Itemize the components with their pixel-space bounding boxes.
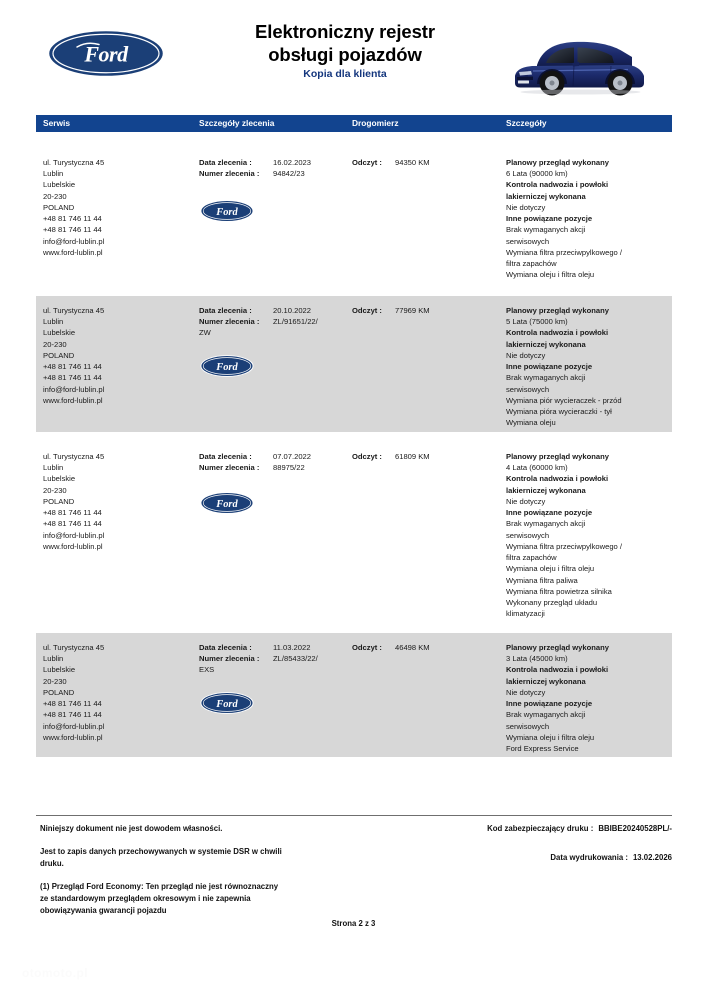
- detail-line: 4 Lata (60000 km): [506, 463, 568, 473]
- page-subtitle: Kopia dla klienta: [303, 68, 387, 80]
- order-number-label: Numer zlecenia :: [199, 317, 260, 327]
- order-number-label: Numer zlecenia :: [199, 169, 260, 179]
- footer-print-info: [382, 823, 672, 864]
- service-phone-2: +48 81 746 11 44: [43, 373, 102, 383]
- detail-line: Kontrola nadwozia i powłoki: [506, 180, 609, 190]
- order-date-field: [199, 642, 349, 653]
- order-cell: [199, 451, 349, 473]
- footer-note-economy-line2: ze standardowym przeglądem okresowym i nie zapewnia: [40, 894, 251, 904]
- order-cell: [199, 642, 349, 676]
- footer-disclaimer-ownership: Niniejszy dokument nie jest dowodem własności.: [40, 824, 223, 833]
- detail-line: Wymiana filtra przeciwpylkowego /: [506, 247, 622, 257]
- print-date-value: 13.02.2026: [632, 853, 672, 863]
- service-cell: [43, 157, 193, 258]
- service-region: Lubelskie: [43, 665, 76, 675]
- order-date-label: Data zlecenia :: [199, 306, 252, 315]
- order-date-value: 16.02.2023: [273, 158, 312, 167]
- svg-text:Ford: Ford: [84, 41, 128, 67]
- service-country: POLAND: [43, 202, 75, 212]
- order-date-field: [199, 305, 349, 316]
- service-email: info@ford-lublin.pl: [43, 721, 105, 731]
- detail-line: Kontrola nadwozia i powłoki: [506, 665, 609, 675]
- service-street: ul. Turystyczna 45: [43, 452, 105, 461]
- service-phone-1: +48 81 746 11 44: [43, 362, 102, 372]
- service-cell: [43, 642, 193, 743]
- detail-line: Brak wymaganych akcji: [506, 519, 586, 529]
- ford-oval-logo-icon: [199, 199, 255, 223]
- footer-note-economy-line1: (1) Przegląd Ford Economy: Ten przegląd nie jest równoznaczny: [40, 882, 279, 892]
- service-postcode: 20-230: [43, 485, 67, 495]
- service-email: info@ford-lublin.pl: [43, 236, 105, 246]
- table-header-row: [36, 115, 672, 132]
- service-website: www.ford-lublin.pl: [43, 395, 103, 405]
- detail-line: Wymiana pióra wycieraczki - tył: [506, 407, 612, 417]
- order-number-label: Numer zlecenia :: [199, 654, 260, 664]
- detail-line: Nie dotyczy: [506, 496, 546, 506]
- service-phone-1: +48 81 746 11 44: [43, 214, 102, 224]
- svg-text:Ford: Ford: [216, 498, 238, 510]
- detail-line: 5 Lata (75000 km): [506, 317, 568, 327]
- odometer-value: 61809 KM: [395, 452, 430, 461]
- detail-line: Nie dotyczy: [506, 350, 546, 360]
- order-number-value: 88975/22: [273, 463, 305, 473]
- detail-line: Inne powiązane pozycje: [506, 362, 593, 372]
- odometer-cell: [352, 451, 502, 462]
- service-street: ul. Turystyczna 45: [43, 158, 105, 167]
- page-title-line2: obsługi pojazdów: [268, 43, 422, 65]
- order-date-field: [199, 451, 349, 462]
- odometer-reading-field: [352, 451, 502, 462]
- ford-oval-logo-icon: [199, 491, 255, 515]
- odometer-cell: [352, 157, 502, 168]
- service-region: Lubelskie: [43, 180, 76, 190]
- watermark: otomoto.pl: [22, 966, 88, 980]
- order-number-value: ZL/85433/22/: [273, 654, 318, 664]
- odometer-label: Odczyt :: [352, 158, 382, 167]
- service-phone-1: +48 81 746 11 44: [43, 699, 102, 709]
- detail-line: Planowy przegląd wykonany: [506, 306, 609, 315]
- detail-line: Nie dotyczy: [506, 687, 546, 697]
- page-number: Strona 2 z 3: [331, 919, 376, 928]
- detail-line: Wymiana filtra przeciwpylkowego /: [506, 541, 622, 551]
- detail-line: Brak wymaganych akcji: [506, 373, 586, 383]
- service-postcode: 20-230: [43, 339, 67, 349]
- detail-line: Inne powiązane pozycje: [506, 214, 593, 224]
- svg-text:Ford: Ford: [216, 206, 238, 218]
- detail-line: Nie dotyczy: [506, 202, 546, 212]
- detail-line: Wykonany przegląd układu: [506, 598, 598, 608]
- ford-oval-logo-icon: [199, 691, 255, 715]
- detail-line: Planowy przegląd wykonany: [506, 643, 609, 652]
- footer-disclaimer-dsr-line2: druku.: [40, 859, 64, 869]
- footer-disclaimer-dsr: [40, 846, 380, 870]
- print-date-label: Data wydrukowania :: [550, 853, 628, 863]
- order-number-value-wrap: ZW: [199, 328, 211, 338]
- details-cell: [506, 642, 666, 754]
- odometer-label: Odczyt :: [352, 452, 382, 461]
- footer-note-economy: [40, 881, 380, 917]
- service-city: Lublin: [43, 463, 64, 473]
- detail-line: lakierniczej wykonana: [506, 676, 586, 686]
- detail-line: Wymiana piór wycieraczek - przód: [506, 395, 622, 405]
- order-number-value-wrap: EXS: [199, 665, 215, 675]
- details-cell: [506, 157, 666, 281]
- detail-line: Planowy przegląd wykonany: [506, 158, 609, 167]
- service-region: Lubelskie: [43, 328, 76, 338]
- service-website: www.ford-lublin.pl: [43, 732, 103, 742]
- detail-line: filtra zapachów: [506, 553, 557, 563]
- detail-line: lakierniczej wykonana: [506, 485, 586, 495]
- ford-oval-logo-icon: [199, 354, 255, 378]
- order-number-field: [199, 168, 349, 179]
- detail-line: Inne powiązane pozycje: [506, 508, 593, 518]
- footer-divider: [36, 815, 672, 816]
- detail-line: Wymiana oleju i filtra oleju: [506, 564, 595, 574]
- security-code-label: Kod zabezpieczający druku :: [487, 824, 594, 833]
- print-date-row: [382, 852, 672, 864]
- service-phone-2: +48 81 746 11 44: [43, 225, 102, 235]
- order-number-label: Numer zlecenia :: [199, 463, 260, 473]
- table-row: [36, 296, 672, 432]
- odometer-label: Odczyt :: [352, 643, 382, 652]
- detail-line: Kontrola nadwozia i powłoki: [506, 474, 609, 484]
- service-city: Lublin: [43, 169, 64, 179]
- odometer-cell: [352, 305, 502, 316]
- service-website: www.ford-lublin.pl: [43, 541, 103, 551]
- detail-line: filtra zapachów: [506, 259, 557, 269]
- footer-notes: [40, 823, 380, 917]
- service-city: Lublin: [43, 317, 64, 327]
- detail-line: klimatyzacji: [506, 609, 545, 619]
- service-street: ul. Turystyczna 45: [43, 643, 105, 652]
- security-code-value: BBIBE20240528PL/-: [598, 824, 672, 833]
- order-date-value: 20.10.2022: [273, 306, 312, 315]
- detail-line: Wymiana oleju i filtra oleju: [506, 270, 595, 280]
- odometer-value: 46498 KM: [395, 643, 430, 652]
- order-number-field: [199, 653, 349, 664]
- detail-line: Kontrola nadwozia i powłoki: [506, 328, 609, 338]
- detail-line: Wymiana oleju i filtra oleju: [506, 732, 595, 742]
- odometer-label: Odczyt :: [352, 306, 382, 315]
- service-cell: [43, 305, 193, 406]
- svg-text:Ford: Ford: [216, 361, 238, 373]
- detail-line: lakierniczej wykonana: [506, 191, 586, 201]
- service-website: www.ford-lublin.pl: [43, 247, 103, 257]
- service-postcode: 20-230: [43, 191, 67, 201]
- order-date-field: [199, 157, 349, 168]
- table-row: [36, 633, 672, 757]
- column-header-szczegoly: Szczegóły: [506, 118, 547, 128]
- service-email: info@ford-lublin.pl: [43, 530, 105, 540]
- order-number-value: 94842/23: [273, 169, 305, 179]
- odometer-value: 77969 KM: [395, 306, 430, 315]
- footer-disclaimer-dsr-line1: Jest to zapis danych przechowywanych w systemie DSR w chwili: [40, 847, 282, 857]
- details-cell: [506, 305, 666, 429]
- service-city: Lublin: [43, 654, 64, 664]
- service-street: ul. Turystyczna 45: [43, 306, 105, 315]
- detail-line: Brak wymaganych akcji: [506, 710, 586, 720]
- order-cell: [199, 305, 349, 339]
- page-title-line1: Elektroniczny rejestr: [255, 21, 435, 42]
- detail-line: serwisowych: [506, 530, 550, 540]
- security-code-row: [382, 823, 672, 835]
- column-header-szczegoly-zlecenia: Szczegóły zlecenia: [199, 118, 275, 128]
- odometer-reading-field: [352, 157, 502, 168]
- service-country: POLAND: [43, 496, 75, 506]
- table-row: [36, 442, 672, 623]
- order-number-field: [199, 316, 349, 327]
- detail-line: Planowy przegląd wykonany: [506, 452, 609, 461]
- order-date-value: 11.03.2022: [273, 643, 311, 652]
- odometer-reading-field: [352, 642, 502, 653]
- service-postcode: 20-230: [43, 676, 67, 686]
- service-country: POLAND: [43, 687, 75, 697]
- order-date-label: Data zlecenia :: [199, 452, 252, 461]
- order-cell: [199, 157, 349, 179]
- footer-note-economy-line3: obowiązywania gwarancji pojazdu: [40, 906, 167, 916]
- detail-line: 3 Lata (45000 km): [506, 654, 568, 664]
- detail-line: lakierniczej wykonana: [506, 339, 586, 349]
- order-number-value: ZL/91651/22/: [273, 317, 318, 327]
- detail-line: Ford Express Service: [506, 744, 579, 754]
- service-phone-1: +48 81 746 11 44: [43, 508, 102, 518]
- detail-line: serwisowych: [506, 384, 550, 394]
- detail-line: 6 Lata (90000 km): [506, 169, 568, 179]
- table-row: [36, 148, 672, 286]
- order-date-label: Data zlecenia :: [199, 643, 252, 652]
- ford-oval-logo-icon: [47, 27, 165, 80]
- detail-line: Wymiana filtra powietrza silnika: [506, 586, 612, 596]
- service-email: info@ford-lublin.pl: [43, 384, 105, 394]
- service-phone-2: +48 81 746 11 44: [43, 710, 102, 720]
- service-cell: [43, 451, 193, 552]
- detail-line: serwisowych: [506, 721, 550, 731]
- svg-text:Ford: Ford: [216, 698, 238, 710]
- detail-line: serwisowych: [506, 236, 550, 246]
- order-number-field: [199, 462, 349, 473]
- column-header-serwis: Serwis: [43, 118, 71, 128]
- order-date-value: 07.07.2022: [273, 452, 312, 461]
- odometer-value: 94350 KM: [395, 158, 430, 167]
- odometer-cell: [352, 642, 502, 653]
- details-cell: [506, 451, 666, 620]
- order-date-label: Data zlecenia :: [199, 158, 252, 167]
- detail-line: Inne powiązane pozycje: [506, 699, 593, 709]
- service-region: Lubelskie: [43, 474, 76, 484]
- detail-line: Wymiana oleju: [506, 418, 556, 428]
- document-header: [0, 0, 707, 110]
- column-header-drogomierz: Drogomierz: [352, 118, 399, 128]
- vehicle-photo: [498, 28, 658, 100]
- detail-line: Wymiana filtra paliwa: [506, 575, 578, 585]
- service-country: POLAND: [43, 350, 75, 360]
- service-phone-2: +48 81 746 11 44: [43, 519, 102, 529]
- detail-line: Brak wymaganych akcji: [506, 225, 586, 235]
- page-title: [180, 21, 510, 67]
- odometer-reading-field: [352, 305, 502, 316]
- service-records-table: [36, 148, 672, 767]
